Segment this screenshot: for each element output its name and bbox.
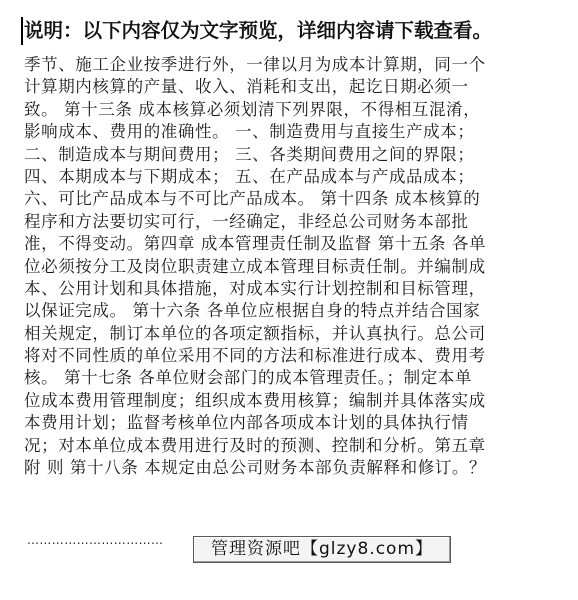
body-line: 季节、施工企业按季进行外，一律以月为成本计算期，同一个	[24, 55, 486, 74]
document-body	[24, 54, 546, 479]
body-line: 本、公用计划和具体措施，对成本实行计划控制和目标管理，	[24, 278, 486, 298]
body-line: 计算期内核算的产量、收入、消耗和支出，起讫日期必须一	[24, 77, 469, 97]
body-line: 附 则 第十八条 本规定由总公司财务本部负责解释和修订。？	[24, 458, 487, 478]
body-line: 以保证完成。 第十六条 各单位应根据自身的特点并结合国家	[24, 301, 481, 321]
body-line: 相关规定，制订本单位的各项定额指标，并认真执行。总公司	[24, 323, 486, 343]
preview-notice: 说明：以下内容仅为文字预览，详细内容请下载查看。	[24, 19, 493, 42]
body-line: 将对不同性质的单位采用不同的方法和标准进行成本、费用考	[24, 346, 486, 366]
body-line: 核。 第十七条 各单位财会部门的成本管理责任。；制定本单	[24, 368, 473, 388]
body-line: 本费用计划；监督考核单位内部各项成本计划的具体执行情	[24, 413, 469, 433]
body-line: 二、制造成本与期间费用； 三、各类期间费用之间的界限；	[24, 144, 475, 164]
body-line: 四、本期成本与下期成本； 五、在产品成本与产成品成本；	[24, 166, 475, 186]
text-cursor	[21, 17, 23, 45]
body-line: 六、可比产品成本与不可比产品成本。 第十四条 成本核算的	[24, 189, 481, 209]
body-line: 准，不得变动。第四章 成本管理责任制及监督 第十五条 各单	[24, 234, 487, 254]
body-line: 影响成本、费用的准确性。 一、制造费用与直接生产成本；	[24, 122, 475, 142]
body-line: 位必须按分工及岗位职责建立成本管理目标责任制。并编制成	[24, 256, 486, 276]
site-link-button[interactable]: 管理资源吧【glzy8.com】	[193, 536, 451, 563]
body-line: 位成本费用管理制度；组织成本费用核算；编制并具体落实成	[24, 390, 486, 410]
body-line: 况；对本单位成本费用进行及时的预测、控制和分析。第五章	[24, 435, 486, 455]
body-line: 致。 第十三条 成本核算必须划清下列界限，不得相互混淆，	[24, 99, 481, 119]
dotted-leader: ……………………………	[27, 533, 164, 547]
body-line: 程序和方法要切实可行，一经确定，非经总公司财务本部批	[24, 211, 469, 231]
